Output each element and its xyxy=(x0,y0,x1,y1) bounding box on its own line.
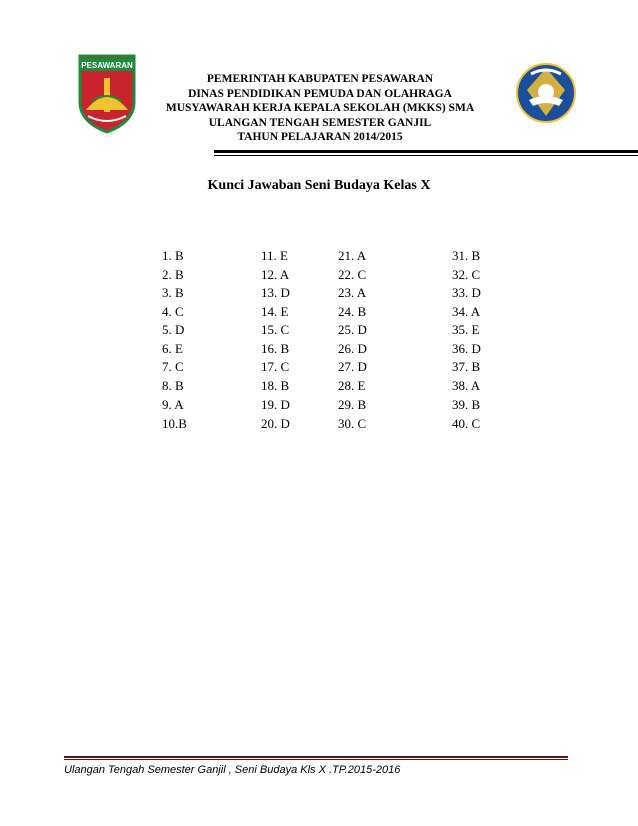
answer-item: 12. A xyxy=(261,266,290,282)
answer-key-grid xyxy=(0,248,638,448)
pesawaran-crest-logo xyxy=(78,54,136,134)
answer-item: 34. A xyxy=(452,303,481,319)
answer-item: 32. C xyxy=(452,266,481,282)
header-divider-thick xyxy=(214,150,638,153)
header-line-department: DINAS PENDIDIKAN PEMUDA DAN OLAHRAGA xyxy=(188,87,452,100)
answer-item: 5. D xyxy=(162,322,185,337)
answer-item: 9. A xyxy=(162,396,184,412)
header-divider-thin xyxy=(214,155,638,156)
answer-item: 40. C xyxy=(452,416,481,431)
answer-item: 7. C xyxy=(162,359,184,374)
answer-item: 28. E xyxy=(338,378,366,393)
answer-item: 19. D xyxy=(261,396,290,412)
answer-item: 11. E xyxy=(261,248,288,263)
answer-item: 16. B xyxy=(261,340,290,356)
answer-item: 17. C xyxy=(261,359,290,374)
answer-item: 37. B xyxy=(452,359,481,374)
header-line-mkks: MUSYAWARAH KERJA KEPALA SEKOLAH (MKKS) SMA xyxy=(165,102,475,115)
answer-item: 26. D xyxy=(338,340,367,356)
answer-item: 20. D xyxy=(261,416,290,431)
header-line-year: TAHUN PELAJARAN 2014/2015 xyxy=(237,131,403,144)
answer-item: 31. B xyxy=(452,248,481,263)
answer-item: 4. C xyxy=(162,303,184,319)
answer-item: 25. D xyxy=(338,322,367,337)
answer-item: 8. B xyxy=(162,378,184,393)
answer-item: 33. D xyxy=(452,285,481,300)
header-line-government: PEMERINTAH KABUPATEN PESAWARAN xyxy=(206,73,434,85)
answer-item: 1. B xyxy=(162,248,184,263)
answer-item: 18. B xyxy=(261,378,290,393)
answer-item: 14. E xyxy=(261,303,289,319)
answer-item: 6. E xyxy=(162,340,183,356)
answer-item: 24. B xyxy=(338,303,367,319)
footer-divider-thick xyxy=(64,756,568,758)
header-line-exam: ULANGAN TENGAH SEMESTER GANJIL xyxy=(208,116,432,129)
answer-item: 3. B xyxy=(162,285,184,300)
answer-item: 15. C xyxy=(261,322,290,337)
answer-item: 29. B xyxy=(338,396,367,412)
answer-item: 38. A xyxy=(452,378,481,393)
pesawaran-logo-text: PESAWARAN xyxy=(81,61,133,70)
answer-item: 21. A xyxy=(338,248,367,263)
answer-item: 2. B xyxy=(162,266,184,282)
page-footer: Ulangan Tengah Semester Ganjil , Seni Budaya Kls X .TP.2015-2016 xyxy=(64,764,401,776)
tut-wuri-handayani-logo xyxy=(515,62,577,124)
footer-divider-thin xyxy=(64,759,568,760)
answer-item: 10.B xyxy=(162,416,187,431)
answer-item: 22. C xyxy=(338,266,367,282)
answer-item: 30. C xyxy=(338,416,367,431)
answer-item: 23. A xyxy=(338,285,367,300)
answer-item: 27. D xyxy=(338,359,367,374)
answer-item: 35. E xyxy=(452,322,480,337)
answer-item: 36. D xyxy=(452,340,481,356)
document-title: Kunci Jawaban Seni Budaya Kelas X xyxy=(207,178,431,193)
answer-item: 39. B xyxy=(452,396,481,412)
answer-item: 13. D xyxy=(261,285,290,300)
letterhead xyxy=(130,72,510,145)
